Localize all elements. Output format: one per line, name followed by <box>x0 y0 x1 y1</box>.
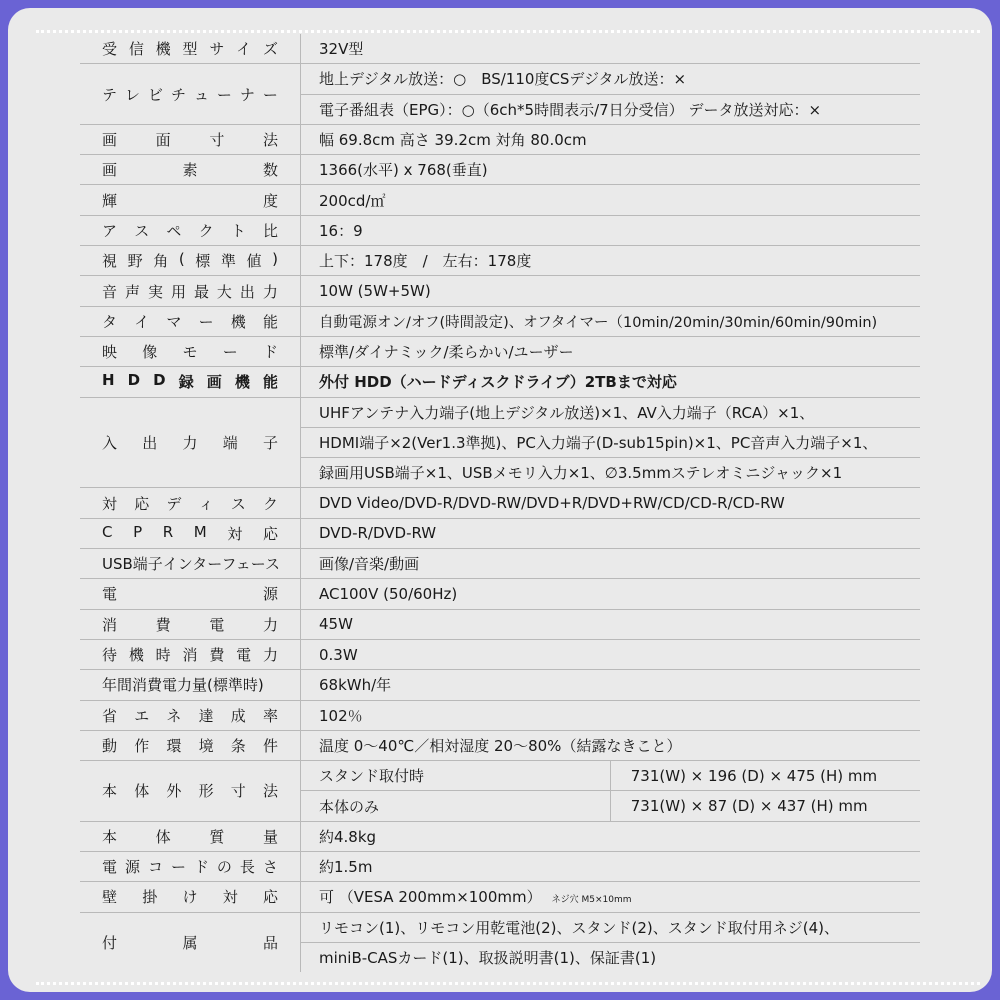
tuner-value-line-2: 電子番組表（EPG）：○（6ch*5時間表示/7日分受信） データ放送対応：× <box>301 94 921 124</box>
consumption-value: 45W <box>301 609 921 639</box>
spec-row-disc <box>80 488 920 518</box>
dimensions-value-1: 731(W) × 196 (D) × 475 (H) mm <box>610 761 920 791</box>
io-value-line-3: 録画用USB端子×1、USBメモリ入力×1、∅3.5mmステレオミニジャック×1 <box>301 458 921 488</box>
audio-output-value: 10W (5W+5W) <box>301 276 921 306</box>
spec-row-efficiency <box>80 700 920 730</box>
aspect-label: ア ス ペ ク ト 比 <box>102 221 278 240</box>
usb-value: 画像/音楽/動画 <box>301 549 921 579</box>
brightness-label-cell <box>80 185 301 215</box>
pixels-value: 1366(水平) x 768(垂直) <box>301 155 921 185</box>
top-dotted-border <box>36 30 980 33</box>
receiver-type-label: 受 信 機 型 サ イ ズ <box>102 40 278 59</box>
spec-row-power <box>80 579 920 609</box>
spec-row-aspect <box>80 215 920 245</box>
disc-value: DVD Video/DVD-R/DVD-RW/DVD+R/DVD+RW/CD/CD-R/CD-RW <box>301 488 921 518</box>
power-value: AC100V (50/60Hz) <box>301 579 921 609</box>
accessories-label: 付 属 品 <box>102 933 278 952</box>
picture-mode-label-cell <box>80 336 301 366</box>
io-value-line-1: UHFアンテナ入力端子(地上デジタル放送)×1、AV入力端子（RCA）×1、 <box>301 397 921 427</box>
accessories-label-cell <box>80 912 301 972</box>
audio-output-label: 音 声 実 用 最 大 出 力 <box>102 282 278 301</box>
spec-row-environment <box>80 730 920 760</box>
tuner-label: テ レ ビ チ ュ ー ナ ー <box>102 85 278 104</box>
wall-mount-note: ネジ穴 M5×10mm <box>551 895 632 906</box>
cord-label: 電 源 コ ー ド の 長 さ <box>102 858 278 877</box>
accessories-value-line-2: miniB-CASカード(1)、取扱説明書(1)、保証書(1) <box>319 949 657 968</box>
screen-size-value: 幅 69.8cm 高さ 39.2cm 対角 80.0cm <box>301 124 921 154</box>
usb-label: USB端子インターフェース <box>102 555 280 574</box>
annual-value: 68kWh/年 <box>301 670 921 700</box>
consumption-label-cell <box>80 609 301 639</box>
spec-row-accessories-1 <box>80 912 920 942</box>
wall-mount-value-cell <box>301 882 921 912</box>
spec-row-dimensions-1 <box>80 761 920 791</box>
io-label: 入 出 力 端 子 <box>102 434 278 452</box>
spec-row-pixels <box>80 155 920 185</box>
picture-mode-label: 映 像 モ ー ド <box>102 343 278 362</box>
dimensions-sub-label-2: 本体のみ <box>301 791 611 821</box>
screen-size-label-cell <box>80 124 301 154</box>
receiver-type-value: 32V型 <box>301 34 921 64</box>
disc-label-cell <box>80 488 301 518</box>
environment-label-cell <box>80 730 301 760</box>
aspect-value: 16：9 <box>301 215 921 245</box>
timer-value: 自動電源オン/オフ(時間設定)、オフタイマー（10min/20min/30min/60min/90min) <box>301 306 921 336</box>
standby-value: 0.3W <box>301 639 921 669</box>
hdd-value: 外付 HDD（ハードディスクドライブ）2TBまで対応 <box>301 367 921 397</box>
spec-row-audio-output <box>80 276 920 306</box>
wall-mount-value: 可 （VESA 200mm×100mm） <box>319 888 542 907</box>
brightness-label: 輝 度 <box>102 191 278 210</box>
spec-row-wall-mount <box>80 882 920 912</box>
spec-row-brightness <box>80 185 920 215</box>
standby-label-cell <box>80 639 301 669</box>
viewing-angle-label-cell <box>80 246 301 276</box>
spec-row-usb <box>80 549 920 579</box>
annual-label-cell <box>80 670 301 700</box>
tuner-label-cell <box>80 64 301 125</box>
timer-label-cell <box>80 306 301 336</box>
receiver-type-label-cell <box>80 34 301 64</box>
screen-size-label: 画 面 寸 法 <box>102 131 278 150</box>
dimensions-label-cell <box>80 761 301 822</box>
weight-label-cell <box>80 821 301 851</box>
disc-label: 対 応 デ ィ ス ク <box>102 494 278 513</box>
spec-row-io-1 <box>80 397 920 427</box>
io-label-cell <box>80 397 301 488</box>
tuner-value-line-1: 地上デジタル放送：○ BS/110度CSデジタル放送：× <box>301 64 921 94</box>
annual-label: 年間消費電力量(標準時) <box>102 676 264 695</box>
dimensions-value-2: 731(W) × 87 (D) × 437 (H) mm <box>610 791 920 821</box>
spec-row-cord <box>80 852 920 882</box>
usb-label-cell <box>80 549 301 579</box>
consumption-label: 消 費 電 力 <box>102 615 278 634</box>
hdd-label: H D D 録 画 機 能 <box>102 371 278 392</box>
cord-label-cell <box>80 852 301 882</box>
aspect-label-cell <box>80 215 301 245</box>
picture-mode-value: 標準/ダイナミック/柔らかい/ユーザー <box>301 336 921 366</box>
cprm-label: C P R M 対 応 <box>102 522 278 543</box>
audio-output-label-cell <box>80 276 301 306</box>
cprm-label-cell <box>80 518 301 548</box>
spec-row-standby <box>80 639 920 669</box>
spec-row-consumption <box>80 609 920 639</box>
spec-row-viewing-angle <box>80 246 920 276</box>
accessories-value-line-1: リモコン(1)、リモコン用乾電池(2)、スタンド(2)、スタンド取付用ネジ(4)、 <box>301 912 921 942</box>
power-label-cell <box>80 579 301 609</box>
pixels-label: 画 素 数 <box>102 161 278 180</box>
wall-mount-label: 壁 掛 け 対 応 <box>102 888 278 907</box>
power-label: 電 源 <box>102 585 278 604</box>
viewing-angle-value: 上下：178度 / 左右：178度 <box>301 246 921 276</box>
pixels-label-cell <box>80 155 301 185</box>
cprm-value: DVD-R/DVD-RW <box>301 518 921 548</box>
efficiency-value: 102％ <box>301 700 921 730</box>
environment-value: 温度 0～40℃／相対湿度 20～80%（結露なきこと） <box>301 730 921 760</box>
dimensions-sub-label-1: スタンド取付時 <box>301 761 611 791</box>
brightness-value: 200cd/㎡ <box>301 185 921 215</box>
spec-row-screen-size <box>80 124 920 154</box>
spec-row-receiver-type <box>80 34 920 64</box>
io-value-line-2: HDMI端子×2(Ver1.3準拠)、PC入力端子(D-sub15pin)×1、PC音声入力端子×1、 <box>301 427 921 457</box>
spec-row-tuner-1 <box>80 64 920 94</box>
spec-table <box>80 34 920 972</box>
cord-value: 約1.5m <box>301 852 921 882</box>
wall-mount-label-cell <box>80 882 301 912</box>
efficiency-label-cell <box>80 700 301 730</box>
efficiency-label: 省 エ ネ 達 成 率 <box>102 706 278 725</box>
environment-label: 動 作 環 境 条 件 <box>102 736 278 755</box>
timer-label: タ イ マ ー 機 能 <box>102 312 278 331</box>
dimensions-label: 本 体 外 形 寸 法 <box>102 782 278 801</box>
weight-label: 本 体 質 量 <box>102 827 278 846</box>
spec-row-weight <box>80 821 920 851</box>
viewing-angle-label: 視 野 角 ( 標 準 値 ) <box>102 250 278 271</box>
bottom-dotted-border <box>36 982 980 985</box>
hdd-label-cell <box>80 367 301 397</box>
standby-label: 待 機 時 消 費 電 力 <box>102 646 278 665</box>
spec-row-annual <box>80 670 920 700</box>
spec-row-timer <box>80 306 920 336</box>
weight-value: 約4.8kg <box>301 821 921 851</box>
spec-row-picture-mode <box>80 336 920 366</box>
spec-row-cprm <box>80 518 920 548</box>
spec-row-hdd <box>80 367 920 397</box>
